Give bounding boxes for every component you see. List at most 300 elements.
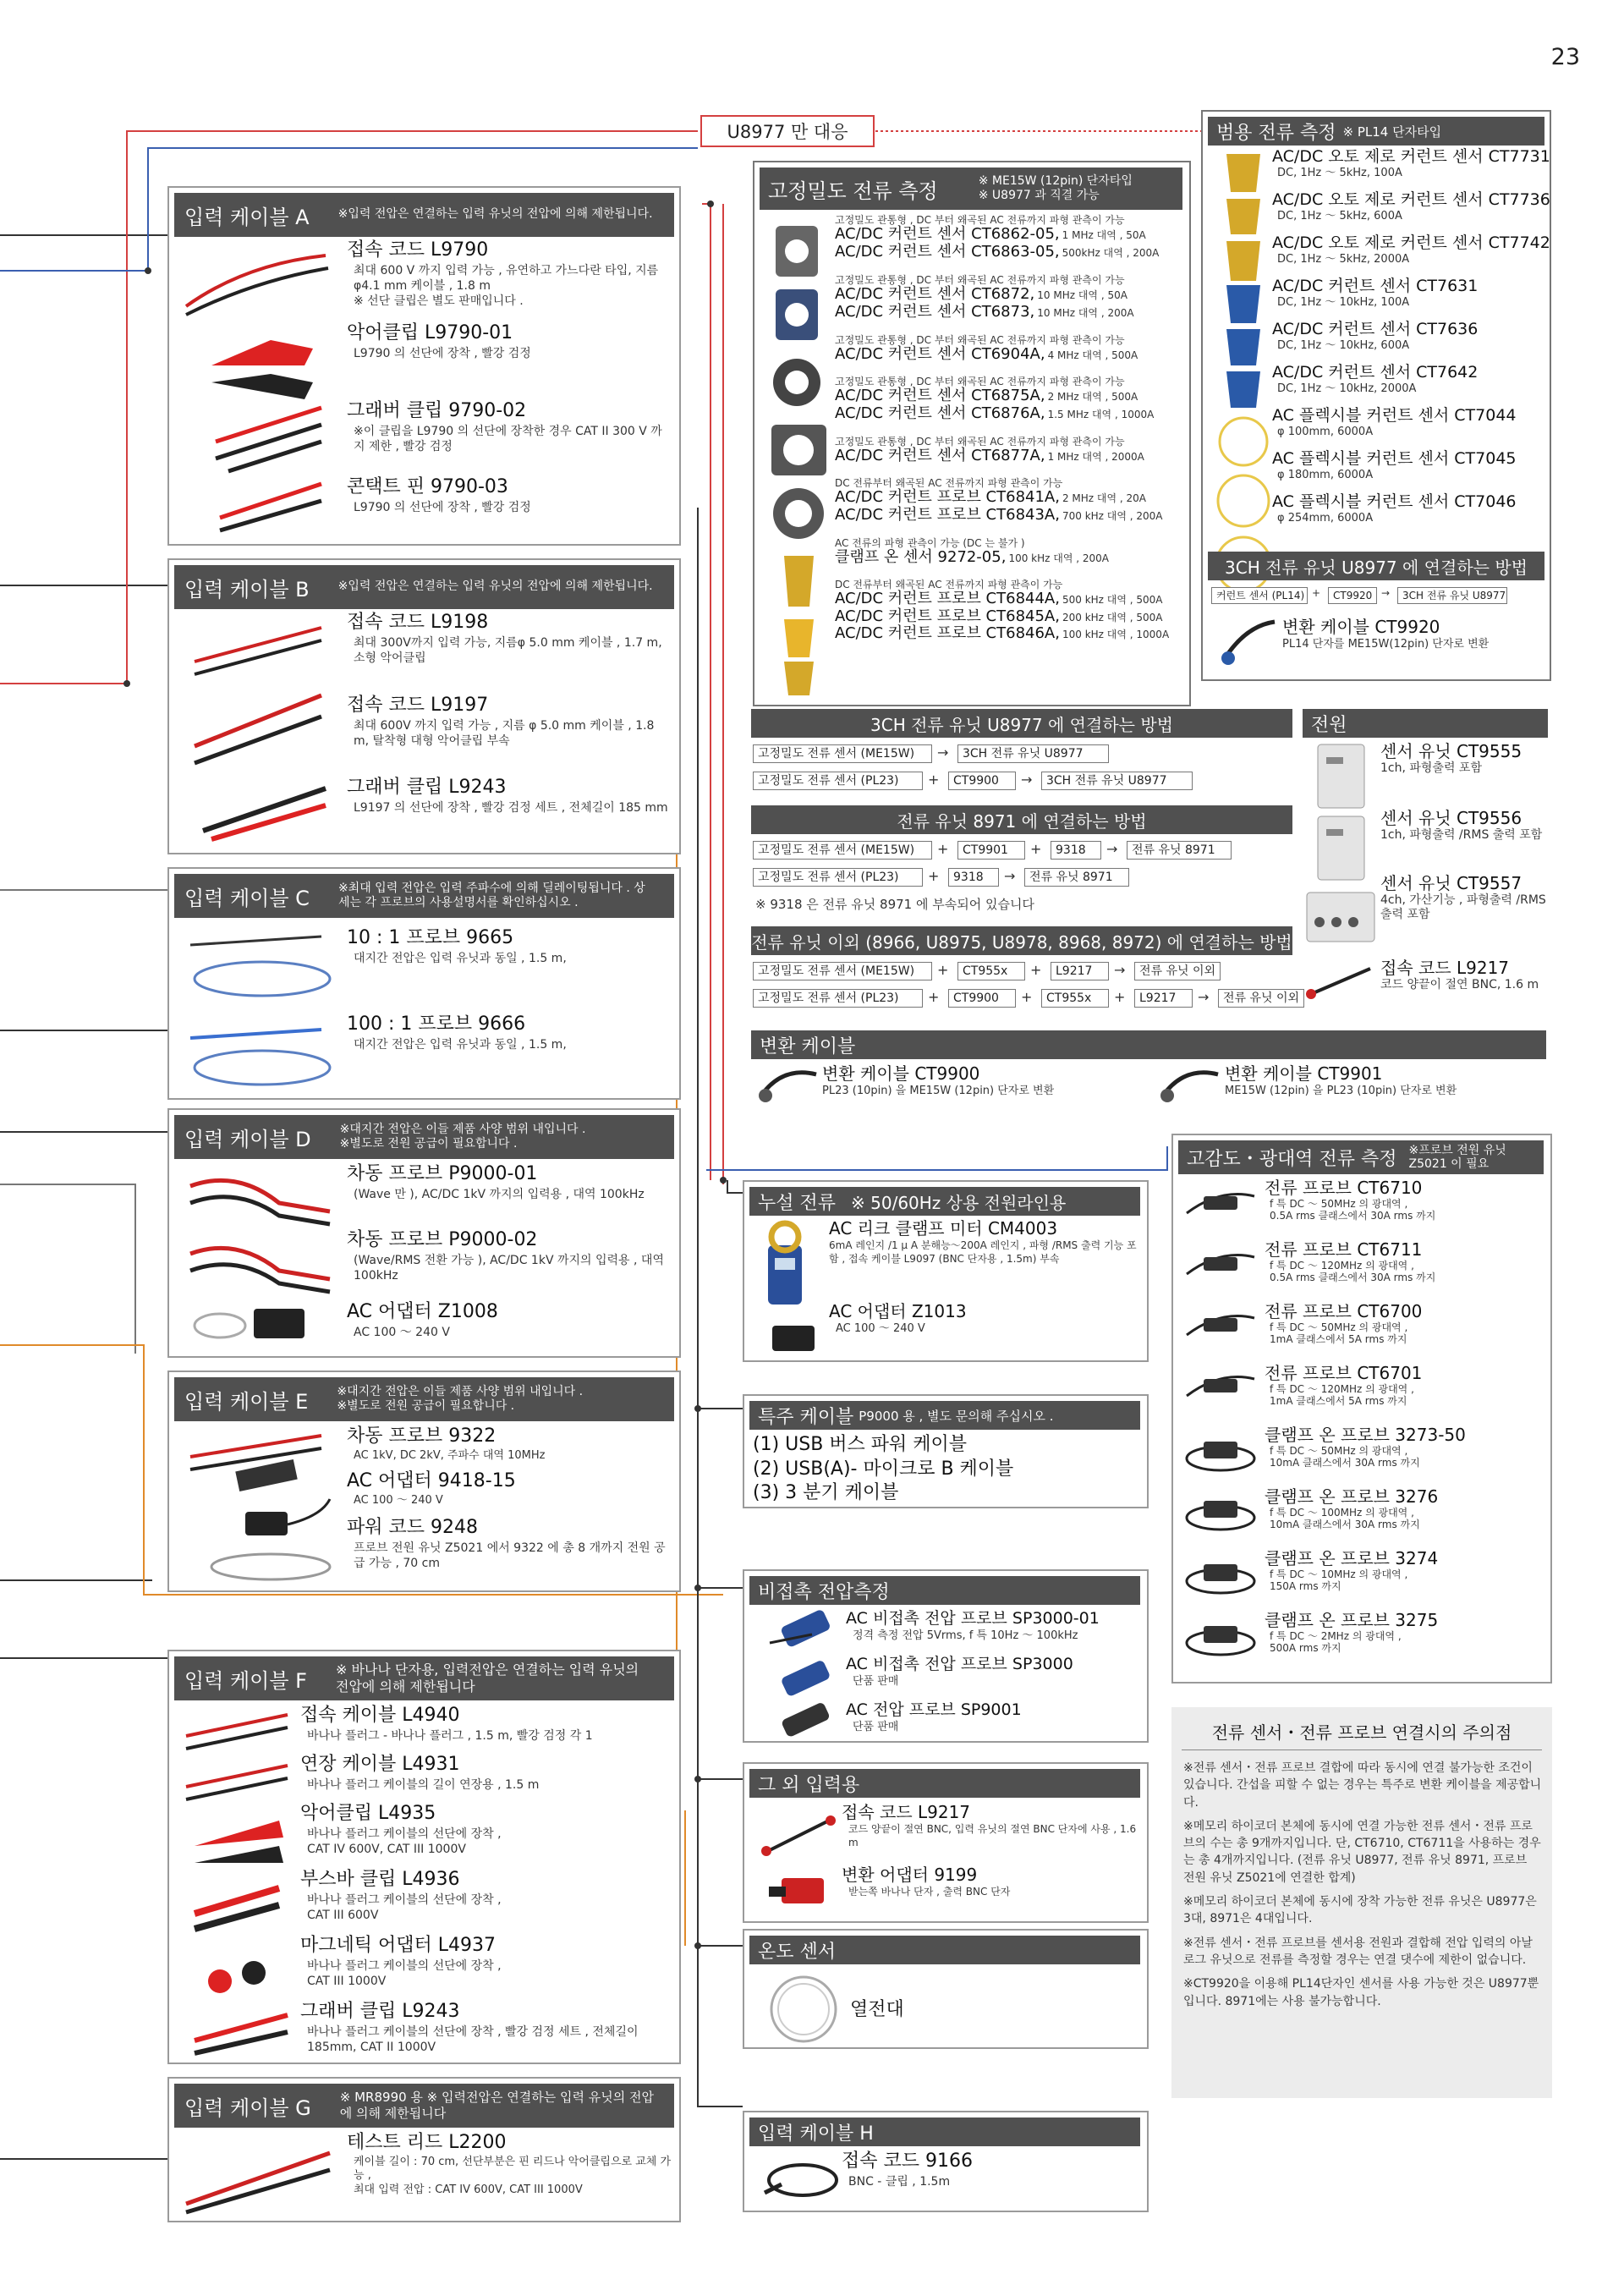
connect-symbol: + xyxy=(937,962,949,978)
special-panel xyxy=(743,1394,1149,1508)
cable-e-item-1-desc: AC 1kV, DC 2kV, 주파수 대역 10MHz xyxy=(354,1448,546,1462)
precision-sensor-spec: 10 MHz 대역 , 200A xyxy=(1037,306,1134,319)
precision-group xyxy=(835,579,1186,642)
special-header xyxy=(749,1401,1140,1430)
precision-group xyxy=(835,376,1186,422)
precision-sensor-line xyxy=(835,346,1186,363)
hf-probe-range: 0.5A rms 클래스에서 30A rms 까지 xyxy=(1270,1210,1436,1222)
cable-b-product-image xyxy=(178,619,338,848)
precision-sensor-name: AC/DC 커런트 프로브 CT6846A, xyxy=(835,623,1060,642)
cable-e-item-2 xyxy=(347,1469,672,1508)
precision-group-note: DC 전류부터 왜곡된 AC 전류까지 파형 관측이 가능 xyxy=(835,477,1063,489)
cable-a-item-2-desc: L9790 의 선단에 장착 , 빨강 검정 xyxy=(354,346,531,360)
power-item-4 xyxy=(1380,958,1550,992)
general-panel xyxy=(1201,110,1551,681)
conversion-item-1-desc: PL23 (10pin) 을 ME15W (12pin) 단자로 변환 xyxy=(822,1085,1055,1097)
precision-sensor-line xyxy=(835,244,1186,261)
cable-g-note: ※ MR8990 용 ※ 입력전압은 연결하는 입력 유닛의 전압에 의해 제한됩니다 xyxy=(339,2090,654,2121)
general-sensor-desc: DC, 1Hz ～ 5kHz, 2000A xyxy=(1277,252,1410,266)
general-sensor-item xyxy=(1272,320,1547,352)
u8977-only-label xyxy=(700,115,875,147)
cable-c-item-1 xyxy=(347,926,672,966)
cable-b-item-3 xyxy=(347,776,672,816)
cable-a-item-4-name: 콘택트 핀 9790-03 xyxy=(347,476,508,497)
cable-a-item-1-desc: 최대 600 V 까지 입력 가능 , 유연하고 가느다란 타입, 지름φ4.1 mm 케이블 , 1.8 m xyxy=(354,263,659,293)
other-input-product-image xyxy=(756,1802,841,1920)
cable-d-note-1: ※대지간 전압은 이들 제품 사양 범위 내입니다 . xyxy=(339,1122,586,1136)
power-item-3 xyxy=(1380,873,1550,922)
cable-f-product-image xyxy=(178,1711,296,2057)
hf-probe-name: 클램프 온 프로브 3275 xyxy=(1265,1610,1439,1630)
other-connect-title: 전류 유닛 이외 (8966, U8975, U8978, 8968, 8972) 에 연결하는 방법 xyxy=(751,931,1292,953)
power-item-3-desc: 4ch, 가산기능 , 파형출력 /RMS 출력 포함 xyxy=(1380,893,1546,921)
hf-probe-spec: f 특 DC ～ 10MHz 의 광대역 , xyxy=(1270,1568,1408,1580)
connect-chip: CT9900 xyxy=(948,772,1016,790)
precision-sensor-spec: 500kHz 대역 , 200A xyxy=(1062,246,1160,259)
general-sensor-desc: DC, 1Hz ～ 5kHz, 600A xyxy=(1277,209,1402,222)
precision-sensor-name: AC/DC 커런트 센서 CT6862-05, xyxy=(835,225,1060,244)
cable-c-panel xyxy=(167,867,681,1100)
cable-c-item-2 xyxy=(347,1013,672,1052)
hf-probe-item xyxy=(1265,1486,1548,1531)
precision-group-note: 고정밀도 관통형 , DC 부터 왜곡된 AC 전류까지 파형 관측이 가능 xyxy=(835,214,1125,226)
leakage-product-image xyxy=(751,1220,827,1359)
cable-f-header xyxy=(174,1656,674,1700)
u8971-connect-rows xyxy=(751,838,1292,893)
special-note: P9000 용 , 별도 문의해 주십시오 . xyxy=(859,1408,1054,1424)
temp-panel xyxy=(743,1929,1149,2049)
cable-f-item-1-name: 접속 케이블 L4940 xyxy=(300,1705,460,1726)
cable-a-product-image xyxy=(178,247,338,535)
connect-symbol: + xyxy=(928,989,940,1005)
general-sensor-name: AC/DC 커런트 센서 CT7631 xyxy=(1272,277,1479,295)
general-connect-header xyxy=(1208,552,1544,580)
general-sensor-item xyxy=(1272,147,1550,179)
cable-e-item-1 xyxy=(347,1425,672,1463)
hf-probe-name: 클램프 온 프로브 3273-50 xyxy=(1265,1425,1466,1445)
other-input-panel xyxy=(743,1762,1149,1923)
cable-g-panel xyxy=(167,2077,681,2222)
connect-chip: 9318 xyxy=(948,868,999,887)
precision-sensor-spec: 1 MHz 대역 , 50A xyxy=(1062,229,1146,242)
connect-chip: 전류 유닛 이외 xyxy=(1134,962,1221,980)
precision-sensor-line xyxy=(835,405,1186,422)
connect-symbol: + xyxy=(928,772,940,788)
general-note: ※ PL14 단자타입 xyxy=(1342,124,1442,140)
cable-b-item-2-name: 접속 코드 L9197 xyxy=(347,695,489,716)
general-sensor-item xyxy=(1272,277,1547,309)
power-product-image xyxy=(1303,740,1379,1019)
general-sensor-desc: φ 254mm, 6000A xyxy=(1277,511,1374,525)
precision-sensor-spec: 700 kHz 대역 , 200A xyxy=(1062,509,1163,522)
connect-chip: 커런트 센서 (PL14) xyxy=(1211,587,1308,604)
hf-probe-range: 10mA 클래스에서 30A rms 까지 xyxy=(1270,1519,1420,1531)
caution-item: ※CT9920을 이용해 PL14단자인 센서를 사용 가능한 것은 U8977뿐입니다. 8971에는 사용 불가능합니다. xyxy=(1183,1977,1539,2008)
connect-symbol: → xyxy=(1114,962,1126,978)
temp-title: 온도 센서 xyxy=(758,1941,837,1963)
caution-item: ※전류 센서・전류 프로브 결합에 따라 동시에 연결 불가능한 조건이 있습니다. 간섭을 피할 수 없는 경우는 특주로 변환 케이블을 제공합니다. xyxy=(1183,1761,1542,1810)
precision-group xyxy=(835,215,1186,261)
cable-e-note-2: ※별도로 전원 공급이 필요합니다 . xyxy=(337,1399,515,1413)
precision-sensor-line xyxy=(835,304,1186,321)
precision-sensor-line xyxy=(835,226,1186,243)
cable-a-item-3-name: 그래버 클립 9790-02 xyxy=(347,400,527,421)
cable-e-item-3 xyxy=(347,1516,672,1571)
precision-product-image xyxy=(763,217,839,700)
general-sensor-name: AC/DC 오토 제로 커런트 센서 CT7742 xyxy=(1272,233,1550,252)
cable-f-item-1 xyxy=(300,1704,672,1744)
hf-probe-spec: f 특 DC ～ 100MHz 의 광대역 , xyxy=(1270,1507,1414,1519)
general-sensor-desc: φ 100mm, 6000A xyxy=(1277,425,1374,438)
cable-h-product-image xyxy=(756,2150,841,2210)
cable-c-title: 입력 케이블 C xyxy=(184,886,310,910)
general-sensor-desc: DC, 1Hz ～ 10kHz, 100A xyxy=(1277,295,1410,309)
power-item-2-name: 센서 유닛 CT9556 xyxy=(1380,808,1522,828)
precision-group xyxy=(835,478,1186,524)
cable-d-header xyxy=(174,1115,674,1159)
cable-c-item-2-desc: 대지간 전압은 입력 유닛과 동일 , 1.5 m, xyxy=(354,1037,567,1052)
power-item-3-name: 센서 유닛 CT9557 xyxy=(1380,873,1522,893)
general-title: 범용 전류 측정 xyxy=(1216,122,1336,144)
conversion-cable-1-icon xyxy=(757,1066,820,1104)
cable-d-item-3 xyxy=(347,1300,672,1340)
precision-group-note: 고정밀도 관통형 , DC 부터 왜곡된 AC 전류까지 파형 관측이 가능 xyxy=(835,376,1125,387)
precision-note-1: ※ ME15W (12pin) 단자타입 xyxy=(978,174,1133,189)
leakage-title: 누설 전류 xyxy=(758,1192,837,1214)
power-item-2-desc: 1ch, 파형출력 /RMS 출력 포함 xyxy=(1380,828,1543,842)
cable-e-item-2-desc: AC 100 ～ 240 V xyxy=(354,1493,443,1507)
cable-f-item-3-name: 악어클립 L4935 xyxy=(300,1803,436,1824)
hf-probe-range: 150A rms 까지 xyxy=(1270,1580,1341,1593)
power-item-1-desc: 1ch, 파형출력 포함 xyxy=(1380,761,1482,775)
caution-panel xyxy=(1171,1707,1552,2098)
precision-sensor-name: AC/DC 커런트 센서 CT6877A, xyxy=(835,447,1045,465)
cable-b-item-1 xyxy=(347,611,672,666)
cable-f-item-5-name: 마그네틱 어댑터 L4937 xyxy=(300,1935,496,1956)
precision-sensor-name: AC/DC 커런트 프로브 CT6844A, xyxy=(835,590,1060,608)
cable-b-note: ※입력 전압은 연결하는 입력 유닛의 전압에 의해 제한됩니다. xyxy=(337,579,653,594)
connect-chip: CT955x xyxy=(1041,989,1109,1008)
cable-f-item-3 xyxy=(300,1802,672,1857)
connect-symbol: → xyxy=(1381,587,1391,599)
noncontact-item-2 xyxy=(846,1654,1142,1689)
hf-title: 고감도・광대역 전류 측정 xyxy=(1187,1148,1397,1170)
cable-f-item-3-desc2: CAT IV 600V, CAT III 1000V xyxy=(307,1842,466,1856)
cable-c-item-1-desc: 대지간 전압은 입력 유닛과 동일 , 1.5 m, xyxy=(354,951,567,965)
cable-a-item-4-desc: L9790 의 선단에 장착 , 빨강 검정 xyxy=(354,500,531,514)
hf-probe-spec: f 특 DC ～ 50MHz 의 광대역 , xyxy=(1270,1198,1408,1210)
general-connect-title: 3CH 전류 유닛 U8977 에 연결하는 방법 xyxy=(1225,557,1528,578)
noncontact-panel xyxy=(743,1569,1149,1743)
connect-chip: 3CH 전류 유닛 U8977 xyxy=(1041,772,1193,790)
connect-symbol: + xyxy=(937,841,949,857)
noncontact-title: 비접촉 전압측정 xyxy=(758,1581,890,1603)
cable-b-title: 입력 케이블 B xyxy=(184,577,310,601)
cable-c-header xyxy=(174,874,674,918)
cable-d-title: 입력 케이블 D xyxy=(184,1127,311,1151)
general-conv-item xyxy=(1282,616,1544,652)
cable-h-header xyxy=(749,2117,1140,2146)
cable-e-note-1: ※대지간 전압은 이들 제품 사양 범위 내입니다 . xyxy=(337,1384,584,1398)
connect-symbol: + xyxy=(1030,841,1042,857)
caution-item: ※메모리 하이코더 본체에 동시에 장착 가능한 전류 유닛은 U8977은 3대, 8971은 4대입니다. xyxy=(1183,1895,1537,1926)
precision-sensor-name: 클램프 온 센서 9272-05, xyxy=(835,548,1007,567)
general-sensor-name: AC 플렉시블 커런트 센서 CT7045 xyxy=(1272,449,1517,468)
hf-probe-item xyxy=(1265,1425,1548,1469)
leakage-item-1-name: AC 리크 클램프 미터 CM4003 xyxy=(829,1218,1058,1239)
connect-chip: 전류 유닛 8971 xyxy=(1127,841,1232,860)
power-item-4-desc: 코드 양끝이 절연 BNC, 1.6 m xyxy=(1380,978,1539,991)
leakage-item-1-desc: 6mA 레인지 /1 μ A 분해능～200A 레인지 , 파형 /RMS 출력 기능 포함 , 접속 케이블 L9097 (BNC 단자용 , 1.5m) 부속 xyxy=(829,1239,1137,1265)
leakage-item-2-desc: AC 100 ～ 240 V xyxy=(836,1322,925,1335)
connect-symbol: + xyxy=(1312,587,1321,599)
precision-sensor-spec: 4 MHz 대역 , 500A xyxy=(1047,349,1138,362)
u8977-connect-rows xyxy=(751,741,1292,797)
cable-b-item-3-desc: L9197 의 선단에 장착 , 빨강 검정 세트 , 전체길이 185 mm xyxy=(354,800,668,815)
cable-d-item-2-name: 차동 프로브 P9000-02 xyxy=(347,1229,538,1250)
general-sensor-name: AC/DC 커런트 센서 CT7642 xyxy=(1272,363,1479,382)
cable-e-notes xyxy=(337,1385,583,1414)
connect-chip: CT9920 xyxy=(1328,587,1377,604)
noncontact-item-1 xyxy=(846,1608,1142,1644)
precision-sensor-line xyxy=(835,590,1186,607)
precision-sensor-spec: 2 MHz 대역 , 500A xyxy=(1047,391,1138,404)
hf-probe-name: 전류 프로브 CT6711 xyxy=(1265,1239,1423,1260)
cable-f-item-2 xyxy=(300,1753,672,1793)
connect-symbol: → xyxy=(937,744,949,761)
cable-d-item-1 xyxy=(347,1162,672,1202)
special-item-1: (1) USB 버스 파워 케이블 xyxy=(753,1434,968,1455)
leakage-item-1 xyxy=(829,1217,1142,1266)
precision-header xyxy=(760,168,1182,210)
cable-f-item-4-name: 부스바 클립 L4936 xyxy=(300,1869,460,1890)
hf-probe-spec: f 특 DC ～ 2MHz 의 광대역 , xyxy=(1270,1630,1402,1642)
conversion-item-1-name: 변환 케이블 CT9900 xyxy=(822,1063,980,1084)
precision-sensor-name: AC/DC 커런트 센서 CT6872, xyxy=(835,285,1035,304)
caution-item: ※전류 센서・전류 프로브를 센서용 전원과 결합해 전압 입력의 아날로그 유닛으로 전류를 측정할 경우는 연결 댓수에 제한이 없습니다. xyxy=(1183,1936,1533,1967)
precision-sensor-line xyxy=(835,387,1186,404)
connect-symbol: + xyxy=(1114,989,1126,1005)
other-input-title: 그 외 입력용 xyxy=(758,1774,860,1796)
precision-group-note: DC 전류부터 왜곡된 AC 전류까지 파형 관측이 가능 xyxy=(835,579,1063,590)
precision-sensor-name: AC/DC 커런트 프로브 CT6845A, xyxy=(835,607,1060,625)
precision-sensor-name: AC/DC 커런트 프로브 CT6843A, xyxy=(835,505,1060,524)
cable-d-item-3-name: AC 어댑터 Z1008 xyxy=(347,1301,498,1322)
connect-chip: L9217 xyxy=(1134,989,1193,1008)
connect-chip: 고정밀도 전류 센서 (ME15W) xyxy=(753,744,932,763)
connect-chip: 고정밀도 전류 센서 (PL23) xyxy=(753,868,923,887)
general-sensor-desc: DC, 1Hz ～ 5kHz, 100A xyxy=(1277,166,1402,179)
connect-chip: CT955x xyxy=(957,962,1025,980)
precision-sensor-name: AC/DC 커런트 센서 CT6863-05, xyxy=(835,242,1060,261)
leakage-panel xyxy=(743,1180,1149,1362)
cable-f-title: 입력 케이블 F xyxy=(184,1668,307,1693)
cable-f-item-1-desc: 바나나 플러그 - 바나나 플러그 , 1.5 m, 빨강 검정 각 1 xyxy=(307,1728,593,1743)
cable-d-item-1-desc: (Wave 만 ), AC/DC 1kV 까지의 입력용 , 대역 100kHz xyxy=(354,1187,645,1201)
u8971-connect-note: ※ 9318 은 전류 유닛 8971 에 부속되어 있습니다 xyxy=(755,897,1034,912)
hf-probe-item xyxy=(1265,1301,1548,1346)
hf-probe-spec: f 특 DC ～ 50MHz 의 광대역 , xyxy=(1270,1445,1408,1457)
cable-f-item-2-desc: 바나나 플러그 케이블의 길이 연장용 , 1.5 m xyxy=(307,1777,540,1792)
temp-item-1-name: 열전대 xyxy=(850,1999,904,2020)
power-header xyxy=(1303,709,1548,738)
u8977-only-text: U8977 만 대응 xyxy=(727,122,848,142)
noncontact-item-2-name: AC 비접촉 전압 프로브 SP3000 xyxy=(846,1655,1073,1673)
noncontact-product-image xyxy=(761,1609,837,1736)
hf-probe-item xyxy=(1265,1610,1548,1655)
leakage-item-2 xyxy=(829,1300,1142,1337)
leakage-item-2-name: AC 어댑터 Z1013 xyxy=(829,1301,967,1321)
precision-title: 고정밀도 전류 측정 xyxy=(768,179,938,203)
cable-g-item-1-desc2: 최대 입력 전압 : CAT IV 600V, CAT III 1000V xyxy=(354,2183,583,2197)
cable-b-header xyxy=(174,565,674,609)
conversion-title: 변환 케이블 xyxy=(760,1035,856,1057)
cable-b-item-1-desc: 최대 300V까지 입력 가능, 지름φ 5.0 mm 케이블 , 1.7 m, 소형 악어클립 xyxy=(354,635,662,665)
conversion-cable-2-icon xyxy=(1159,1066,1222,1104)
precision-sensor-line xyxy=(835,286,1186,303)
precision-sensor-name: AC/DC 커런트 센서 CT6876A, xyxy=(835,404,1045,422)
temp-product-image xyxy=(761,1971,846,2047)
general-product-image xyxy=(1210,150,1276,611)
conversion-item-1 xyxy=(822,1063,1177,1099)
cable-c-product-image xyxy=(178,928,343,1089)
other-input-item-1 xyxy=(842,1801,1146,1849)
precision-sensor-line xyxy=(835,608,1186,625)
hf-panel xyxy=(1171,1134,1552,1684)
cable-h-item-1-name: 접속 코드 9166 xyxy=(842,2150,973,2172)
power-title: 전원 xyxy=(1311,714,1347,736)
precision-sensor-spec: 500 kHz 대역 , 500A xyxy=(1062,594,1163,607)
cable-f-item-5 xyxy=(300,1934,672,1989)
hf-probe-name: 클램프 온 프로브 3274 xyxy=(1265,1548,1439,1568)
general-sensor-desc: φ 180mm, 6000A xyxy=(1277,468,1374,481)
cable-d-product-image xyxy=(178,1169,343,1351)
connect-symbol: → xyxy=(1004,868,1016,884)
cable-f-item-6-name: 그래버 클립 L9243 xyxy=(300,2001,460,2022)
cable-c-item-1-name: 10 : 1 프로브 9665 xyxy=(347,927,514,948)
cable-a-item-1-desc2: ※ 선단 클립은 별도 판매입니다 . xyxy=(354,294,524,308)
hf-probe-item xyxy=(1265,1178,1548,1222)
connect-chip: 고정밀도 전류 센서 (PL23) xyxy=(753,772,923,790)
precision-sensor-line xyxy=(835,549,1186,566)
general-sensor-item xyxy=(1272,233,1550,266)
precision-sensor-spec: 200 kHz 대역 , 500A xyxy=(1062,611,1163,623)
caution-title: 전류 센서・전류 프로브 연결시의 주의점 xyxy=(1211,1722,1512,1743)
general-sensor-item xyxy=(1272,449,1547,481)
hf-probe-range: 10mA 클래스에서 30A rms 까지 xyxy=(1270,1457,1420,1469)
general-connect-chips xyxy=(1211,587,1548,609)
u8971-connect-title: 전류 유닛 8971 에 연결하는 방법 xyxy=(897,810,1147,832)
hf-probe-spec: f 특 DC ～ 120MHz 의 광대역 , xyxy=(1270,1260,1414,1272)
precision-group-note: AC 전류의 파형 관측이 가능 (DC 는 불가 ) xyxy=(835,537,1025,549)
precision-group xyxy=(835,335,1186,364)
general-sensor-item xyxy=(1272,406,1547,438)
u8977-connect-title: 3CH 전류 유닛 U8977 에 연결하는 방법 xyxy=(870,714,1173,735)
cable-a-item-1-name: 접속 코드 L9790 xyxy=(347,239,489,261)
cable-f-item-6 xyxy=(300,2000,672,2055)
hf-probe-item xyxy=(1265,1548,1548,1593)
cable-d-item-3-desc: AC 100 ～ 240 V xyxy=(354,1325,450,1339)
connect-chip: 전류 유닛 8971 xyxy=(1024,868,1129,887)
power-item-2 xyxy=(1380,808,1550,843)
noncontact-item-1-desc: 정격 측정 전압 5Vrms, f 특 10Hz ～ 100kHz xyxy=(853,1629,1078,1642)
noncontact-header xyxy=(749,1576,1140,1605)
precision-sensor-spec: 10 MHz 대역 , 50A xyxy=(1037,289,1127,302)
special-item-3: (3) 3 분기 케이블 xyxy=(753,1482,899,1504)
general-sensor-desc: DC, 1Hz ～ 10kHz, 2000A xyxy=(1277,382,1417,395)
precision-sensor-spec: 1.5 MHz 대역 , 1000A xyxy=(1047,408,1155,420)
hf-probe-item xyxy=(1265,1239,1548,1284)
precision-group xyxy=(835,437,1186,465)
precision-sensor-line xyxy=(835,625,1186,642)
other-input-item-1-name: 접속 코드 L9217 xyxy=(842,1802,971,1822)
cable-e-title: 입력 케이블 E xyxy=(184,1389,309,1414)
precision-group xyxy=(835,275,1186,321)
cable-c-item-2-name: 100 : 1 프로브 9666 xyxy=(347,1013,526,1035)
noncontact-item-3-desc: 단품 판매 xyxy=(853,1720,899,1733)
caution-item: ※메모리 하이코더 본체에 동시에 연결 가능한 전류 센서・전류 프로브의 수는 총 9개까지입니다. 단, CT6710, CT6711을 사용하는 경우는 총 4개까지입니다. (전류 유닛 U8977, 전류 유닛 8971, 프로브 전원 유닛 Z5021에 연결한 합계) xyxy=(1183,1819,1541,1885)
cable-h-item-1 xyxy=(842,2150,1138,2189)
hf-probe-range: 500A rms 까지 xyxy=(1270,1642,1341,1655)
conversion-item-2 xyxy=(1225,1063,1546,1099)
connect-chip: 전류 유닛 이외 xyxy=(1218,989,1304,1008)
cable-a-note: ※입력 전압은 연결하는 입력 유닛의 전압에 의해 제한됩니다. xyxy=(337,207,653,222)
hf-probe-range: 1mA 클래스에서 5A rms 까지 xyxy=(1270,1333,1407,1346)
precision-sensor-line xyxy=(835,489,1186,506)
connect-symbol: → xyxy=(1021,772,1033,788)
cable-b-item-2 xyxy=(347,694,672,749)
cable-f-item-6-desc: 바나나 플러그 케이블의 선단에 장착 , 빨강 검정 세트 , 전체길이 185mm, CAT II 1000V xyxy=(307,2024,639,2054)
hf-probe-range: 1mA 클래스에서 5A rms 까지 xyxy=(1270,1395,1407,1408)
precision-sensor-spec: 100 kHz 대역 , 200A xyxy=(1008,552,1109,565)
cable-a-header xyxy=(174,193,674,237)
cable-a-item-4 xyxy=(347,475,668,515)
cable-f-note: ※ 바나나 단자용, 입력전압은 연결하는 입력 유닛의 전압에 의해 제한됩니다 xyxy=(335,1662,639,1695)
general-conv-desc: PL14 단자를 ME15W(12pin) 단자로 변환 xyxy=(1282,638,1490,651)
leakage-header xyxy=(749,1187,1140,1216)
cable-a-item-2 xyxy=(347,321,668,361)
precision-sensor-name: AC/DC 커런트 센서 CT6875A, xyxy=(835,387,1045,405)
cable-e-item-1-name: 차동 프로브 9322 xyxy=(347,1425,497,1447)
power-item-1-name: 센서 유닛 CT9555 xyxy=(1380,741,1522,761)
cable-b-panel xyxy=(167,558,681,854)
hf-probe-name: 전류 프로브 CT6701 xyxy=(1265,1363,1423,1383)
precision-group-note: 고정밀도 관통형 , DC 부터 왜곡된 AC 전류까지 파형 관측이 가능 xyxy=(835,274,1125,286)
cable-f-item-4-desc2: CAT III 600V xyxy=(307,1908,379,1922)
other-input-header xyxy=(749,1769,1140,1798)
caution-list xyxy=(1183,1760,1542,2017)
general-header xyxy=(1208,117,1544,146)
precision-panel xyxy=(753,161,1191,706)
precision-group-note: 고정밀도 관통형 , DC 부터 왜곡된 AC 전류까지 파형 관측이 가능 xyxy=(835,334,1125,346)
connect-chip: 3CH 전류 유닛 U8977 xyxy=(1397,587,1507,604)
noncontact-item-3 xyxy=(846,1700,1142,1735)
precision-sensor-line xyxy=(835,507,1186,524)
cable-g-item-1-name: 테스트 리드 L2200 xyxy=(347,2132,507,2153)
hf-probe-spec: f 특 DC ～ 120MHz 의 광대역 , xyxy=(1270,1383,1414,1395)
hf-probe-name: 클램프 온 프로브 3276 xyxy=(1265,1486,1439,1507)
connect-symbol: + xyxy=(1021,989,1033,1005)
cable-g-product-image xyxy=(178,2136,338,2216)
cable-e-panel xyxy=(167,1370,681,1592)
other-input-item-2-desc: 받는쪽 바나나 단자 , 출력 BNC 단자 xyxy=(848,1886,1011,1898)
precision-note-2: ※ U8977 과 직결 가능 xyxy=(978,189,1100,202)
general-conv-cable-icon xyxy=(1220,618,1279,668)
connect-chip: CT9901 xyxy=(957,841,1025,860)
hf-probe-spec: f 특 DC ～ 50MHz 의 광대역 , xyxy=(1270,1321,1408,1333)
connect-symbol: → xyxy=(1106,841,1118,857)
hf-probe-item xyxy=(1265,1363,1548,1408)
